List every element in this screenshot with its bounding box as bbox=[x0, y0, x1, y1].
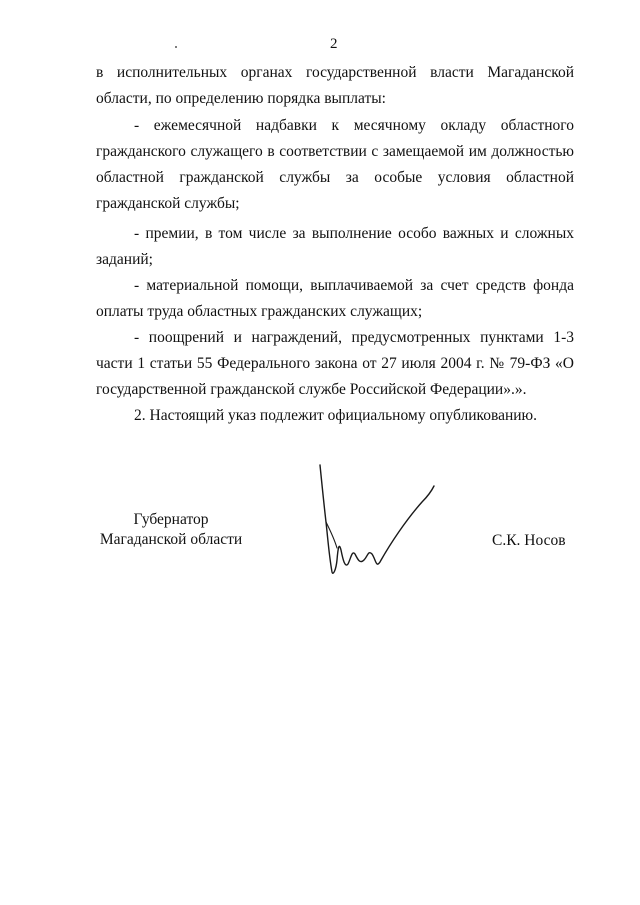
signatory-position bbox=[96, 510, 246, 550]
scan-speck bbox=[175, 46, 177, 48]
paragraph-monthly-allowance: - ежемесячной надбавки к месячному окладу областного гражданского служащего в соответствии с замещаемой им должностью областной гражданской службы за особые условия областной гражданской службы; bbox=[96, 117, 574, 212]
signatory-position-line2: Магаданской области bbox=[99, 531, 243, 548]
paragraph-material-aid: - материальной помощи, выплачиваемой за счет средств фонда оплаты труда областных гражданских служащих; bbox=[96, 277, 574, 320]
paragraph-incentives: - поощрений и награждений, предусмотренных пунктами 1-3 части 1 статьи 55 Федерального закона от 27 июля 2004 г. № 79-ФЗ «О государственной гражданской службе Российской Федерации».». bbox=[96, 329, 574, 398]
paragraph-continuation: в исполнительных органах государственной власти Магаданской области, по определению порядка выплаты: bbox=[96, 64, 574, 107]
paragraph-publication: 2. Настоящий указ подлежит официальному опубликованию. bbox=[134, 407, 538, 424]
paragraph-bonuses: - премии, в том числе за выполнение особо важных и сложных заданий; bbox=[96, 225, 574, 268]
page-number: 2 bbox=[330, 36, 338, 52]
handwritten-signature bbox=[310, 460, 440, 585]
signatory-position-line1: Губернатор bbox=[133, 511, 209, 528]
signatory-name: С.К. Носов bbox=[492, 532, 566, 549]
